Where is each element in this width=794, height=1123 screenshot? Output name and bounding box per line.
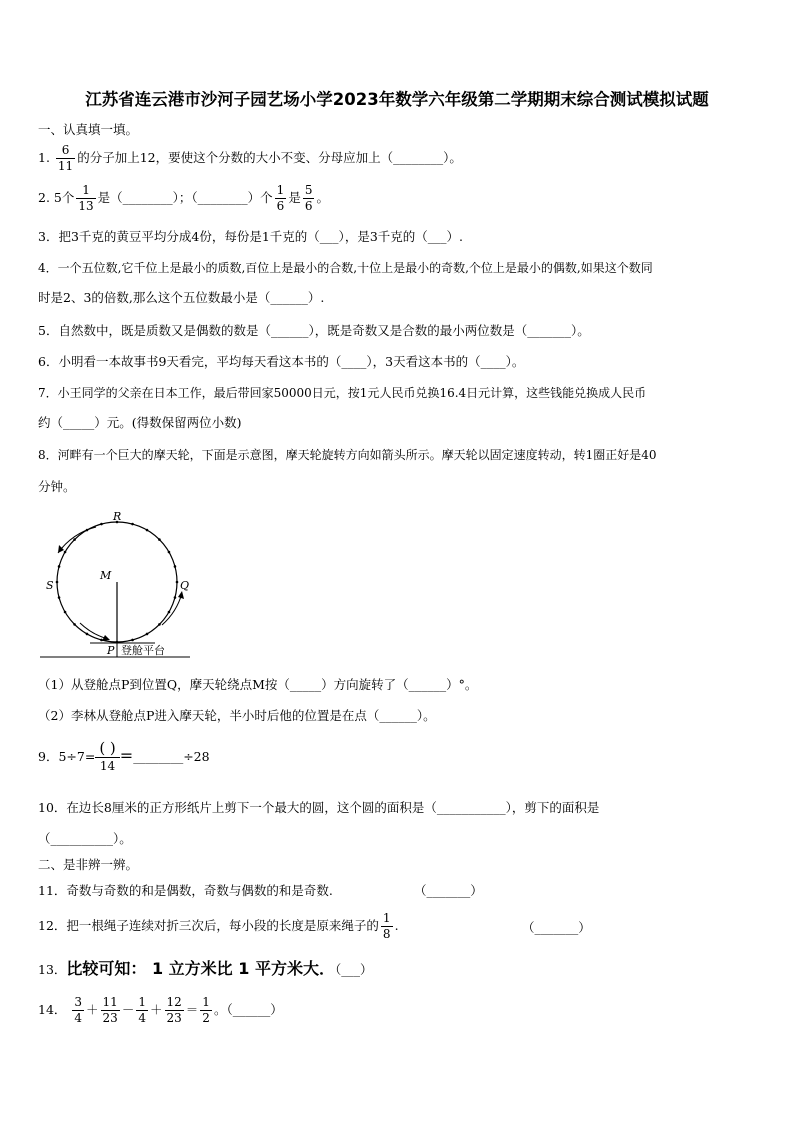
- question-text: 5÷7=: [58, 749, 96, 764]
- wheel-cabin-dot: [86, 633, 89, 636]
- question-8-line-1: 8．河畔有一个巨大的摩天轮，下面是示意图，摩天轮旋转方向如箭头所示。摩天轮以固定速度转动，转1圈正好是40: [38, 448, 657, 462]
- wheel-cabin-dot: [174, 565, 177, 568]
- question-4-line-2: 时是2、3的倍数,那么这个五位数最小是（______）.: [38, 290, 325, 305]
- label-q: Q: [180, 579, 190, 592]
- label-p: P: [107, 644, 115, 657]
- question-4-line-1: 4．一个五位数,它千位上是最小的质数,百位上是最小的合数,十位上是最小的奇数,个位上是最小的偶数,如果这个数同: [38, 261, 653, 275]
- wheel-cabin-dot: [158, 538, 161, 541]
- wheel-cabin-dot: [100, 523, 103, 526]
- rotation-arrow-right: [162, 593, 182, 625]
- question-text: 11．奇数与奇数的和是偶数，奇数与偶数的和是奇数.: [38, 883, 333, 898]
- rotation-arrow-top-left: [58, 527, 96, 553]
- answer-paren: （___）: [334, 962, 373, 977]
- equals-sign: ＝: [185, 1002, 199, 1017]
- question-text: 是: [288, 190, 301, 205]
- question-11: [38, 882, 333, 900]
- fraction: $\frac{1}{8}$: [382, 911, 391, 941]
- wheel-cabin-dot: [64, 551, 67, 554]
- question-text: 。: [316, 190, 329, 205]
- question-13: [38, 960, 372, 979]
- question-text: .: [394, 918, 399, 933]
- question-number: 2.: [38, 190, 50, 205]
- wheel-cabin-dot: [58, 565, 61, 568]
- question-text: 是（________）；（________）个: [97, 190, 273, 205]
- wheel-cabin-dot: [64, 611, 67, 614]
- question-text: 比较可知： 1 立方米比 1 平方米大．: [66, 959, 335, 978]
- question-5: 5．自然数中，既是质数又是偶数的数是（______），既是奇数又是合数的最小两位数是（_______）。: [38, 323, 590, 338]
- question-6: 6．小明看一本故事书9天看完，平均每天看这本书的（____），3天看这本书的（____）。: [38, 354, 525, 369]
- question-3: 3．把3千克的黄豆平均分成4份，每份是1千克的（___），是3千克的（___）.: [38, 229, 463, 244]
- question-14: [38, 995, 283, 1026]
- fraction: $\frac{12}{23}$: [166, 995, 182, 1025]
- ferris-wheel-diagram: [30, 505, 200, 665]
- question-text: ÷28: [183, 749, 210, 764]
- question-8-line-2: 分钟。: [38, 479, 76, 494]
- operator: －: [121, 1002, 135, 1017]
- wheel-cabin-dot: [146, 633, 149, 636]
- rotation-arrow-bottom-left: [80, 623, 108, 639]
- fraction: $\frac{1}{2}$: [202, 995, 210, 1025]
- question-text: 5个: [53, 190, 75, 205]
- question-7-line-1: 7．小王同学的父亲在日本工作，最后带回家50000日元，按1元人民币兑换16.4日元计算，这些钱能兑换成人民币: [38, 386, 647, 400]
- question-number: 14．: [38, 1002, 67, 1017]
- question-2: [38, 183, 329, 214]
- answer-paren: （_______）: [522, 920, 591, 935]
- fraction: $\frac{5}{6}$: [304, 183, 313, 213]
- fraction: $\frac{1}{4}$: [138, 995, 146, 1025]
- label-platform: 登舱平台: [121, 644, 165, 657]
- question-7-line-2: 约（_____）元。(得数保留两位小数): [38, 415, 242, 430]
- wheel-cabin-dot: [146, 529, 149, 532]
- page-title: 江苏省连云港市沙河子园艺场小学2023年数学六年级第二学期期末综合测试模拟试题: [85, 90, 709, 109]
- wheel-cabin-dot: [168, 611, 171, 614]
- question-text: 的分子加上12，要使这个分数的大小不变、分母应加上（________）。: [77, 150, 462, 165]
- question-8-part-2: （2）李林从登舱点P进入摩天轮，半小时后他的位置是在点（______）。: [38, 708, 436, 723]
- question-10-line-1: 10．在边长8厘米的正方形纸片上剪下一个最大的圆，这个圆的面积是（___________），剪下的面积是: [38, 800, 600, 815]
- question-9: [38, 740, 210, 775]
- equals-sign: =: [119, 746, 134, 765]
- question-number: 1.: [38, 150, 50, 165]
- section-heading-fill-in: 一、认真填一填。: [38, 122, 139, 137]
- fraction: $\frac{11}{23}$: [102, 995, 118, 1025]
- fraction: $\frac{6}{11}$: [57, 143, 74, 173]
- wheel-cabin-dot: [174, 596, 177, 599]
- wheel-cabin-dot: [73, 623, 76, 626]
- label-r: R: [113, 510, 122, 523]
- fraction-blank: $\frac{( )}{14}$: [95, 740, 119, 775]
- question-10-line-2: （__________）。: [38, 831, 132, 846]
- operator: ＋: [86, 1002, 99, 1017]
- section-heading-true-false: 二、是非辨一辨。: [38, 857, 139, 872]
- wheel-cabin-dot: [73, 538, 76, 541]
- fraction: $\frac{1}{6}$: [276, 183, 285, 213]
- wheel-cabin-dot: [56, 581, 59, 584]
- fraction: $\frac{1}{13}$: [78, 183, 94, 213]
- label-m: M: [100, 569, 112, 582]
- arrow-head-icon: [178, 591, 184, 599]
- fraction: $\frac{3}{4}$: [74, 995, 83, 1025]
- wheel-cabin-dot: [131, 639, 134, 642]
- wheel-cabin-dot: [58, 596, 61, 599]
- answer-blank: ________: [133, 749, 184, 764]
- question-1: [38, 143, 462, 174]
- label-s: S: [46, 579, 54, 592]
- answer-paren: （_______）: [414, 883, 483, 898]
- wheel-cabin-dot: [176, 581, 179, 584]
- arrow-head-icon: [102, 635, 110, 641]
- question-8-part-1: （1）从登舱点P到位置Q，摩天轮绕点M按（_____）方向旋转了（______）°。: [38, 677, 478, 692]
- wheel-cabin-dot: [168, 551, 171, 554]
- question-number: 9．: [38, 749, 59, 764]
- question-number: 13．: [38, 962, 67, 977]
- question-text: 12．把一根绳子连续对折三次后，每小段的长度是原来绳子的: [38, 918, 379, 933]
- wheel-cabin-dot: [158, 623, 161, 626]
- question-12: [38, 911, 399, 942]
- wheel-cabin-dot: [131, 523, 134, 526]
- answer-paren: 。（______）: [213, 1002, 283, 1017]
- operator: ＋: [149, 1002, 163, 1017]
